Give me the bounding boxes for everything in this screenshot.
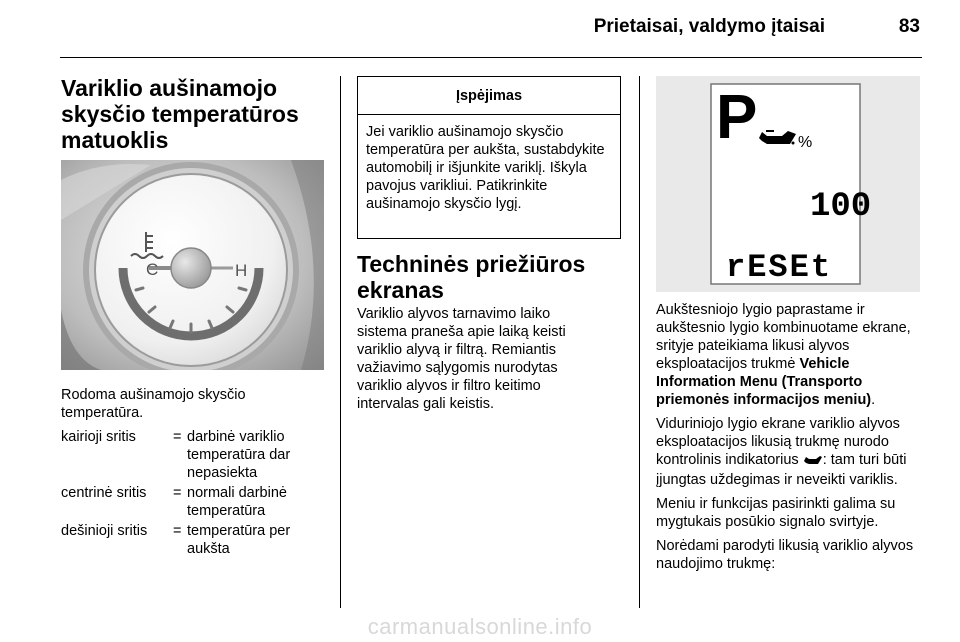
definition-desc: temperatūra per aukšta	[187, 523, 291, 557]
definition-term: dešinioji sritis	[61, 523, 148, 539]
gauge-caption: Rodoma aušinamojo skysčio temperatūra.	[61, 387, 246, 421]
definition-term: kairioji sritis	[61, 429, 136, 445]
definition-desc: darbinė variklio temperatūra dar nepasiekta	[187, 429, 291, 481]
definition-equals: =	[173, 485, 182, 501]
definition-row	[61, 522, 321, 558]
warning-title: Įspėjimas	[358, 77, 620, 115]
definition-equals: =	[173, 523, 182, 539]
page-number: 83	[898, 16, 920, 37]
coolant-gauge-figure	[61, 160, 324, 370]
col3-text	[656, 301, 924, 579]
paragraph	[656, 415, 924, 489]
service-paragraph: Variklio alyvos tarnavimo laiko sistema praneša apie laiką keisti variklio alyvą ir filtrą. Remiantis važiavimo sąlygomis nurodytas variklio alyvos ir filtro keitimo intervalas gali keistis.	[357, 306, 566, 412]
section-heading-coolant: Variklio aušinamojo skysčio temperatūros matuoklis	[61, 75, 299, 153]
paragraph-text: Aukštesniojo lygio paprastame ir aukštesnio lygio kombinuotame ekrane, srityje pateikiama likusi alyvos eksploatacijos trukmė	[656, 302, 911, 372]
warning-text: Jei variklio aušinamojo skysčio temperatūra per aukšta, sustabdykite automobilį ir išjunkite variklį. Iškyla pavojus varikliui. Patikrinkite aušinamojo skysčio lygį.	[366, 124, 605, 212]
definition-desc: normali darbinė temperatūra	[187, 485, 287, 519]
definition-list	[61, 428, 321, 560]
paragraph-text: .	[871, 392, 876, 408]
oil-can-icon	[803, 453, 823, 471]
service-display-figure	[656, 76, 920, 292]
paragraph	[656, 301, 924, 409]
definition-row	[61, 428, 321, 482]
column-divider	[340, 76, 341, 608]
display-value: 100	[810, 188, 872, 226]
gauge-high-label: H	[235, 261, 248, 280]
paragraph-text: Viduriniojo lygio ekrane variklio alyvos eksploatacijos likusią trukmę nurodo kontrolinis indikatorius	[656, 416, 900, 468]
paragraph: Norėdami parodyti likusią variklio alyvos naudojimo trukmę:	[656, 538, 914, 572]
header-divider	[60, 57, 922, 58]
display-percent: %	[798, 134, 813, 151]
paragraph-text: : tam turi būti įjungtas uždegimas ir neveikti variklis.	[656, 452, 907, 488]
definition-row	[61, 484, 321, 520]
definition-term: centrinė sritis	[61, 485, 147, 501]
menu-name: Vehicle Information Menu (Transporto priemonės informacijos meniu)	[656, 356, 872, 408]
watermark: carmanualsonline.info	[367, 614, 593, 639]
display-letter-p: P	[716, 83, 758, 152]
warning-box	[357, 76, 621, 239]
definition-equals: =	[173, 429, 182, 445]
gauge-low-label: C	[146, 260, 159, 279]
section-heading-service: Techninės priežiūros ekranas	[357, 251, 586, 303]
display-reset: rESEt	[726, 249, 833, 286]
header-title: Prietaisai, valdymo įtaisai	[593, 16, 825, 37]
paragraph: Meniu ir funkcijas pasirinkti galima su mygtukais posūkio signalo svirtyje.	[656, 496, 896, 530]
column-divider	[639, 76, 640, 608]
